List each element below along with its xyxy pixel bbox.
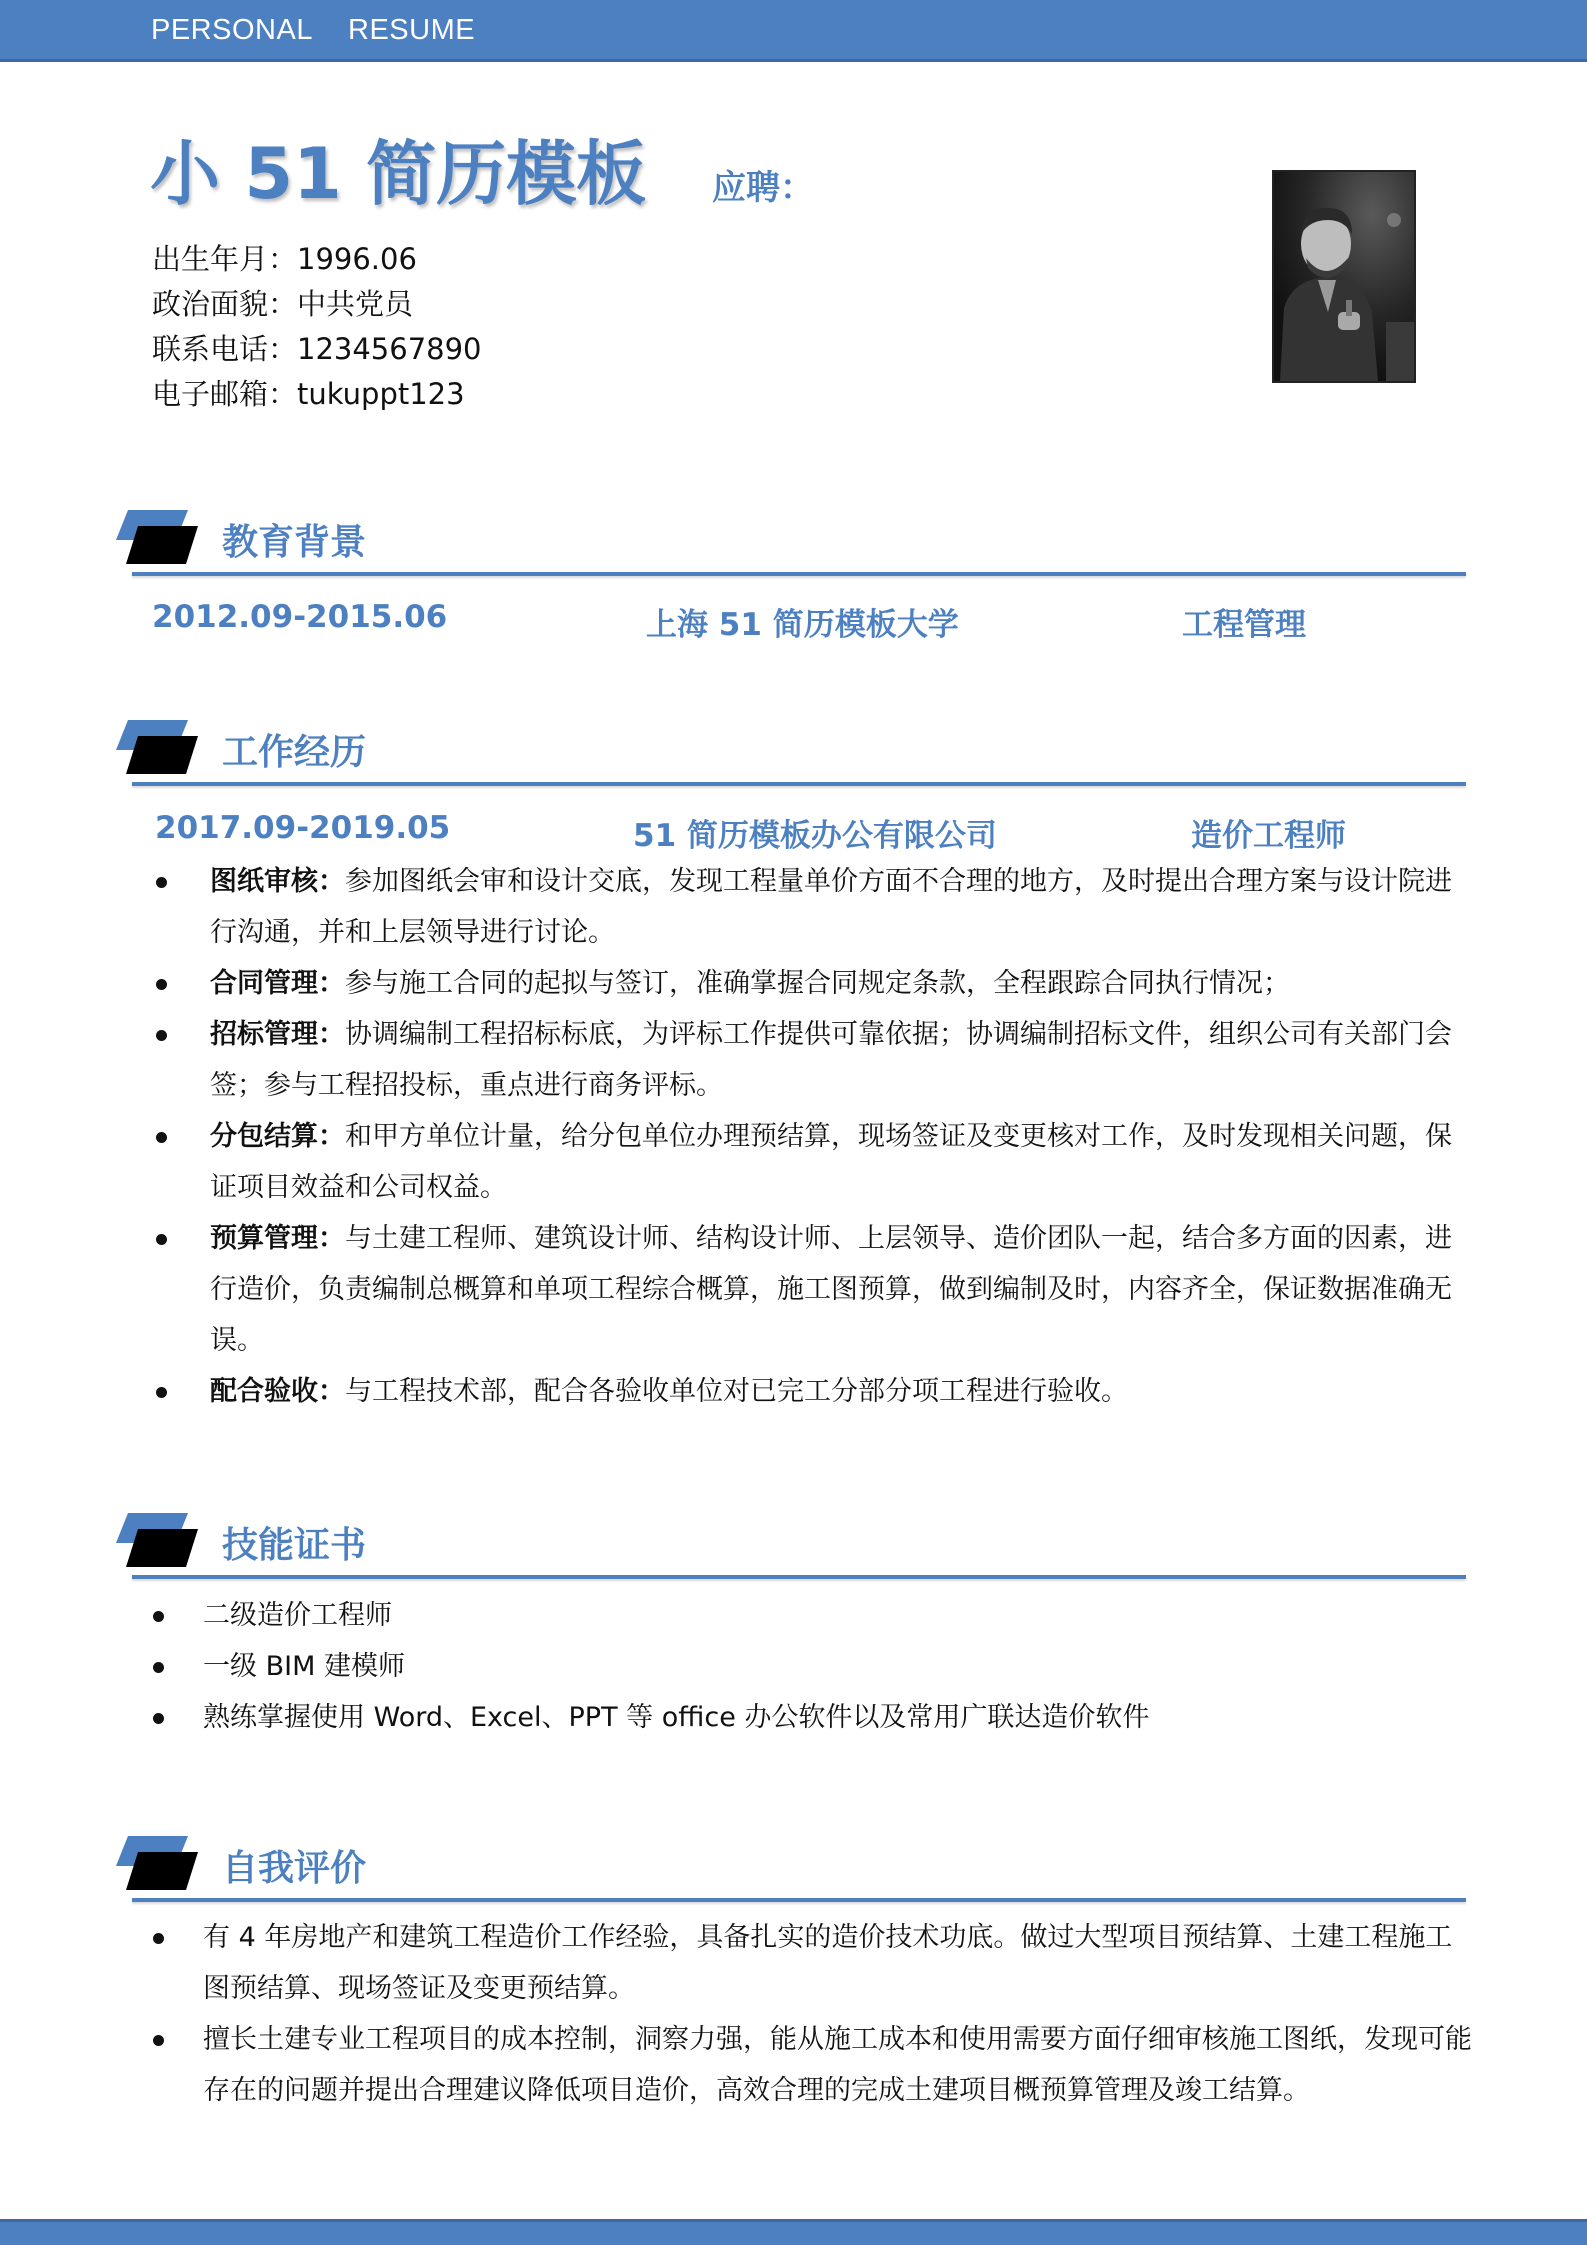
section-title-education: 教育背景 [222,522,367,563]
work-position: 造价工程师 [1191,818,1346,854]
list-item: 有 4 年房地产和建筑工程造价工作经验，具备扎实的造价技术功底。做过大型项目预结算、土建工程施工图预结算、现场签证及变更预结算。 [145,1912,1475,2014]
section-header-skills [116,1513,1466,1579]
section-header-work [116,720,1466,786]
parallelogram-icon [116,720,200,778]
list-item: 一级 BIM 建模师 [145,1641,1475,1692]
bottom-banner [0,2219,1587,2245]
parallelogram-icon [116,1513,200,1571]
info-email: 电子邮箱：tukuppt123 [152,377,465,411]
list-item [148,1111,1478,1213]
section-title-work: 工作经历 [222,732,367,773]
resume-name: 小 51 简历模板 [150,133,647,215]
duty-label: 分包结算： [210,1121,345,1152]
apply-label: 应聘： [712,168,814,208]
duty-text: 和甲方单位计量，给分包单位办理预结算，现场签证及变更核对工作，及时发现相关问题，保证项目效益和公司权益。 [210,1121,1452,1203]
list-item: 熟练掌握使用 Word、Excel、PPT 等 office 办公软件以及常用广联达造价软件 [145,1692,1475,1743]
section-header-self-eval [116,1836,1466,1902]
work-duties-list [148,856,1478,1417]
list-item: 擅长土建专业工程项目的成本控制，洞察力强，能从施工成本和使用需要方面仔细审核施工图纸，发现可能存在的问题并提出合理建议降低项目造价，高效合理的完成土建项目概预算管理及竣工结算。 [145,2014,1475,2116]
person-silhouette-icon [1274,172,1414,381]
education-major: 工程管理 [1182,607,1306,643]
duty-text: 参与施工合同的起拟与签订，准确掌握合同规定条款，全程跟踪合同执行情况； [345,968,1290,999]
list-item [148,1213,1478,1366]
section-divider [132,782,1466,786]
duty-text: 与工程技术部，配合各验收单位对已完工分部分项工程进行验收。 [345,1376,1128,1407]
section-divider [132,1898,1466,1902]
section-title-self-eval: 自我评价 [222,1848,367,1889]
list-item: 二级造价工程师 [145,1590,1475,1641]
list-item [148,1009,1478,1111]
profile-photo [1272,170,1416,383]
info-politics: 政治面貌：中共党员 [152,287,414,321]
skills-list [145,1590,1475,1743]
education-period: 2012.09-2015.06 [152,599,448,635]
duty-text: 协调编制工程招标标底，为评标工作提供可靠依据；协调编制招标文件，组织公司有关部门会签；参与工程招投标，重点进行商务评标。 [210,1019,1452,1101]
parallelogram-icon [116,510,200,568]
info-phone: 联系电话：1234567890 [152,332,482,366]
duty-label: 图纸审核： [210,866,345,897]
section-title-skills: 技能证书 [222,1525,367,1566]
top-banner [0,0,1587,62]
parallelogram-icon [116,1836,200,1894]
section-divider [132,572,1466,576]
education-school: 上海 51 简历模板大学 [646,607,959,643]
section-divider [132,1575,1466,1579]
list-item [148,856,1478,958]
work-period: 2017.09-2019.05 [155,810,451,846]
banner-personal: PERSONAL [151,14,313,46]
info-birth: 出生年月：1996.06 [152,242,417,276]
duty-label: 招标管理： [210,1019,345,1050]
list-item [148,958,1478,1009]
section-header-education [116,510,1466,576]
duty-label: 合同管理： [210,968,345,999]
duty-label: 配合验收： [210,1376,345,1407]
duty-text: 参加图纸会审和设计交底，发现工程量单价方面不合理的地方，及时提出合理方案与设计院进行沟通，并和上层领导进行讨论。 [210,866,1452,948]
duty-label: 预算管理： [210,1223,345,1254]
list-item [148,1366,1478,1417]
banner-resume: RESUME [348,14,476,46]
work-company: 51 简历模板办公有限公司 [633,818,997,854]
self-eval-list [145,1912,1475,2116]
duty-text: 与土建工程师、建筑设计师、结构设计师、上层领导、造价团队一起，结合多方面的因素，进行造价，负责编制总概算和单项工程综合概算，施工图预算，做到编制及时，内容齐全，保证数据准确无误。 [210,1223,1452,1356]
